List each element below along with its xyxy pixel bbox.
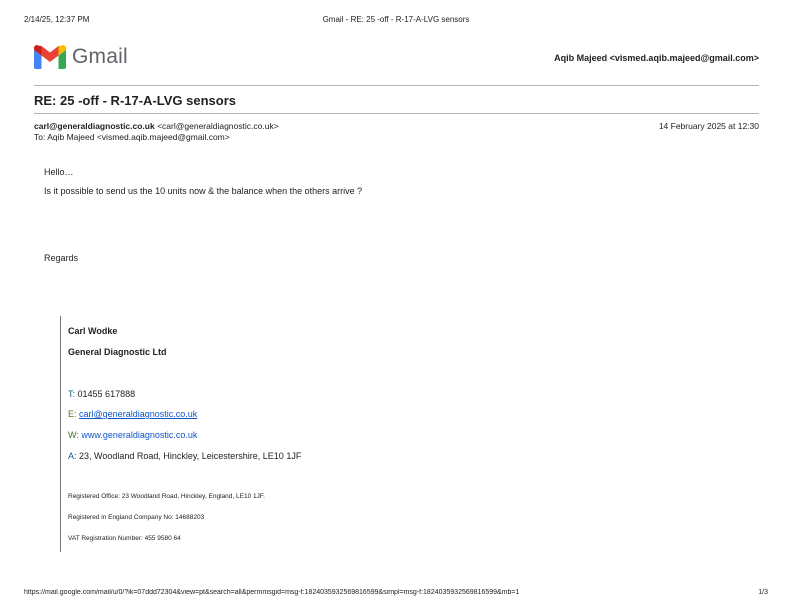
legal-vat-number: VAT Registration Number: 455 9580 64	[68, 535, 181, 542]
signature-web	[68, 430, 197, 440]
divider-subject	[34, 113, 759, 114]
email-link[interactable]: carl@generaldiagnostic.co.uk	[79, 409, 198, 419]
print-title: Gmail - RE: 25 -off - R-17-A-LVG sensors	[322, 15, 470, 24]
legal-office	[68, 493, 265, 500]
email-label: E:	[68, 409, 77, 419]
print-date: 2/14/25, 12:37 PM	[24, 15, 90, 24]
signature-company: General Diagnostic Ltd	[68, 347, 167, 357]
web-link[interactable]: www.generaldiagnostic.co.uk	[81, 430, 198, 440]
email-date: 14 February 2025 at 12:30	[658, 121, 759, 131]
sender-address: carl@generaldiagnostic.co.uk	[34, 121, 155, 131]
signature-name: Carl Wodke	[68, 326, 118, 336]
gmail-wordmark: Gmail	[72, 45, 128, 68]
legal-office-label: Registered Office:	[68, 493, 120, 500]
signature-address	[68, 451, 301, 461]
address-label: A:	[68, 451, 77, 461]
signature-quote-bar	[60, 316, 61, 552]
signature-phone	[68, 389, 135, 399]
divider-top	[34, 85, 759, 86]
phone-label: T:	[68, 389, 76, 399]
sender-address-bracket: <carl@generaldiagnostic.co.uk>	[157, 121, 279, 131]
print-footer-url: https://mail.google.com/mail/u/0/?ik=07ddd72304&view=pt&search=all&permmsgid=msg-f:1824035932569816599&simpl=msg-f:1824035932569816599&mb=1	[24, 589, 520, 596]
print-page-number: 1/3	[758, 589, 768, 596]
address-text: 23, Woodland Road, Hinckley, Leicestershire, LE10 1JF	[79, 451, 302, 461]
account-name: Aqib Majeed <vismed.aqib.majeed@gmail.com>	[554, 53, 759, 63]
recipient-line: To: Aqib Majeed <vismed.aqib.majeed@gmail.com>	[34, 132, 230, 142]
phone-number: 01455 617888	[77, 389, 136, 399]
gmail-m-icon	[34, 45, 66, 69]
body-greeting: Hello…	[44, 167, 74, 177]
web-label: W:	[68, 430, 79, 440]
sender-line	[34, 121, 279, 131]
signature-email	[68, 409, 197, 419]
legal-office-address: 23 Woodland Road, Hinckley, England, LE10 1JF.	[121, 493, 265, 500]
email-subject: RE: 25 -off - R-17-A-LVG sensors	[34, 93, 237, 108]
legal-company-number: Registered in England Company No: 14688203	[68, 514, 205, 521]
body-question: Is it possible to send us the 10 units now & the balance when the others arrive ?	[44, 186, 363, 196]
body-regards: Regards	[44, 253, 79, 263]
